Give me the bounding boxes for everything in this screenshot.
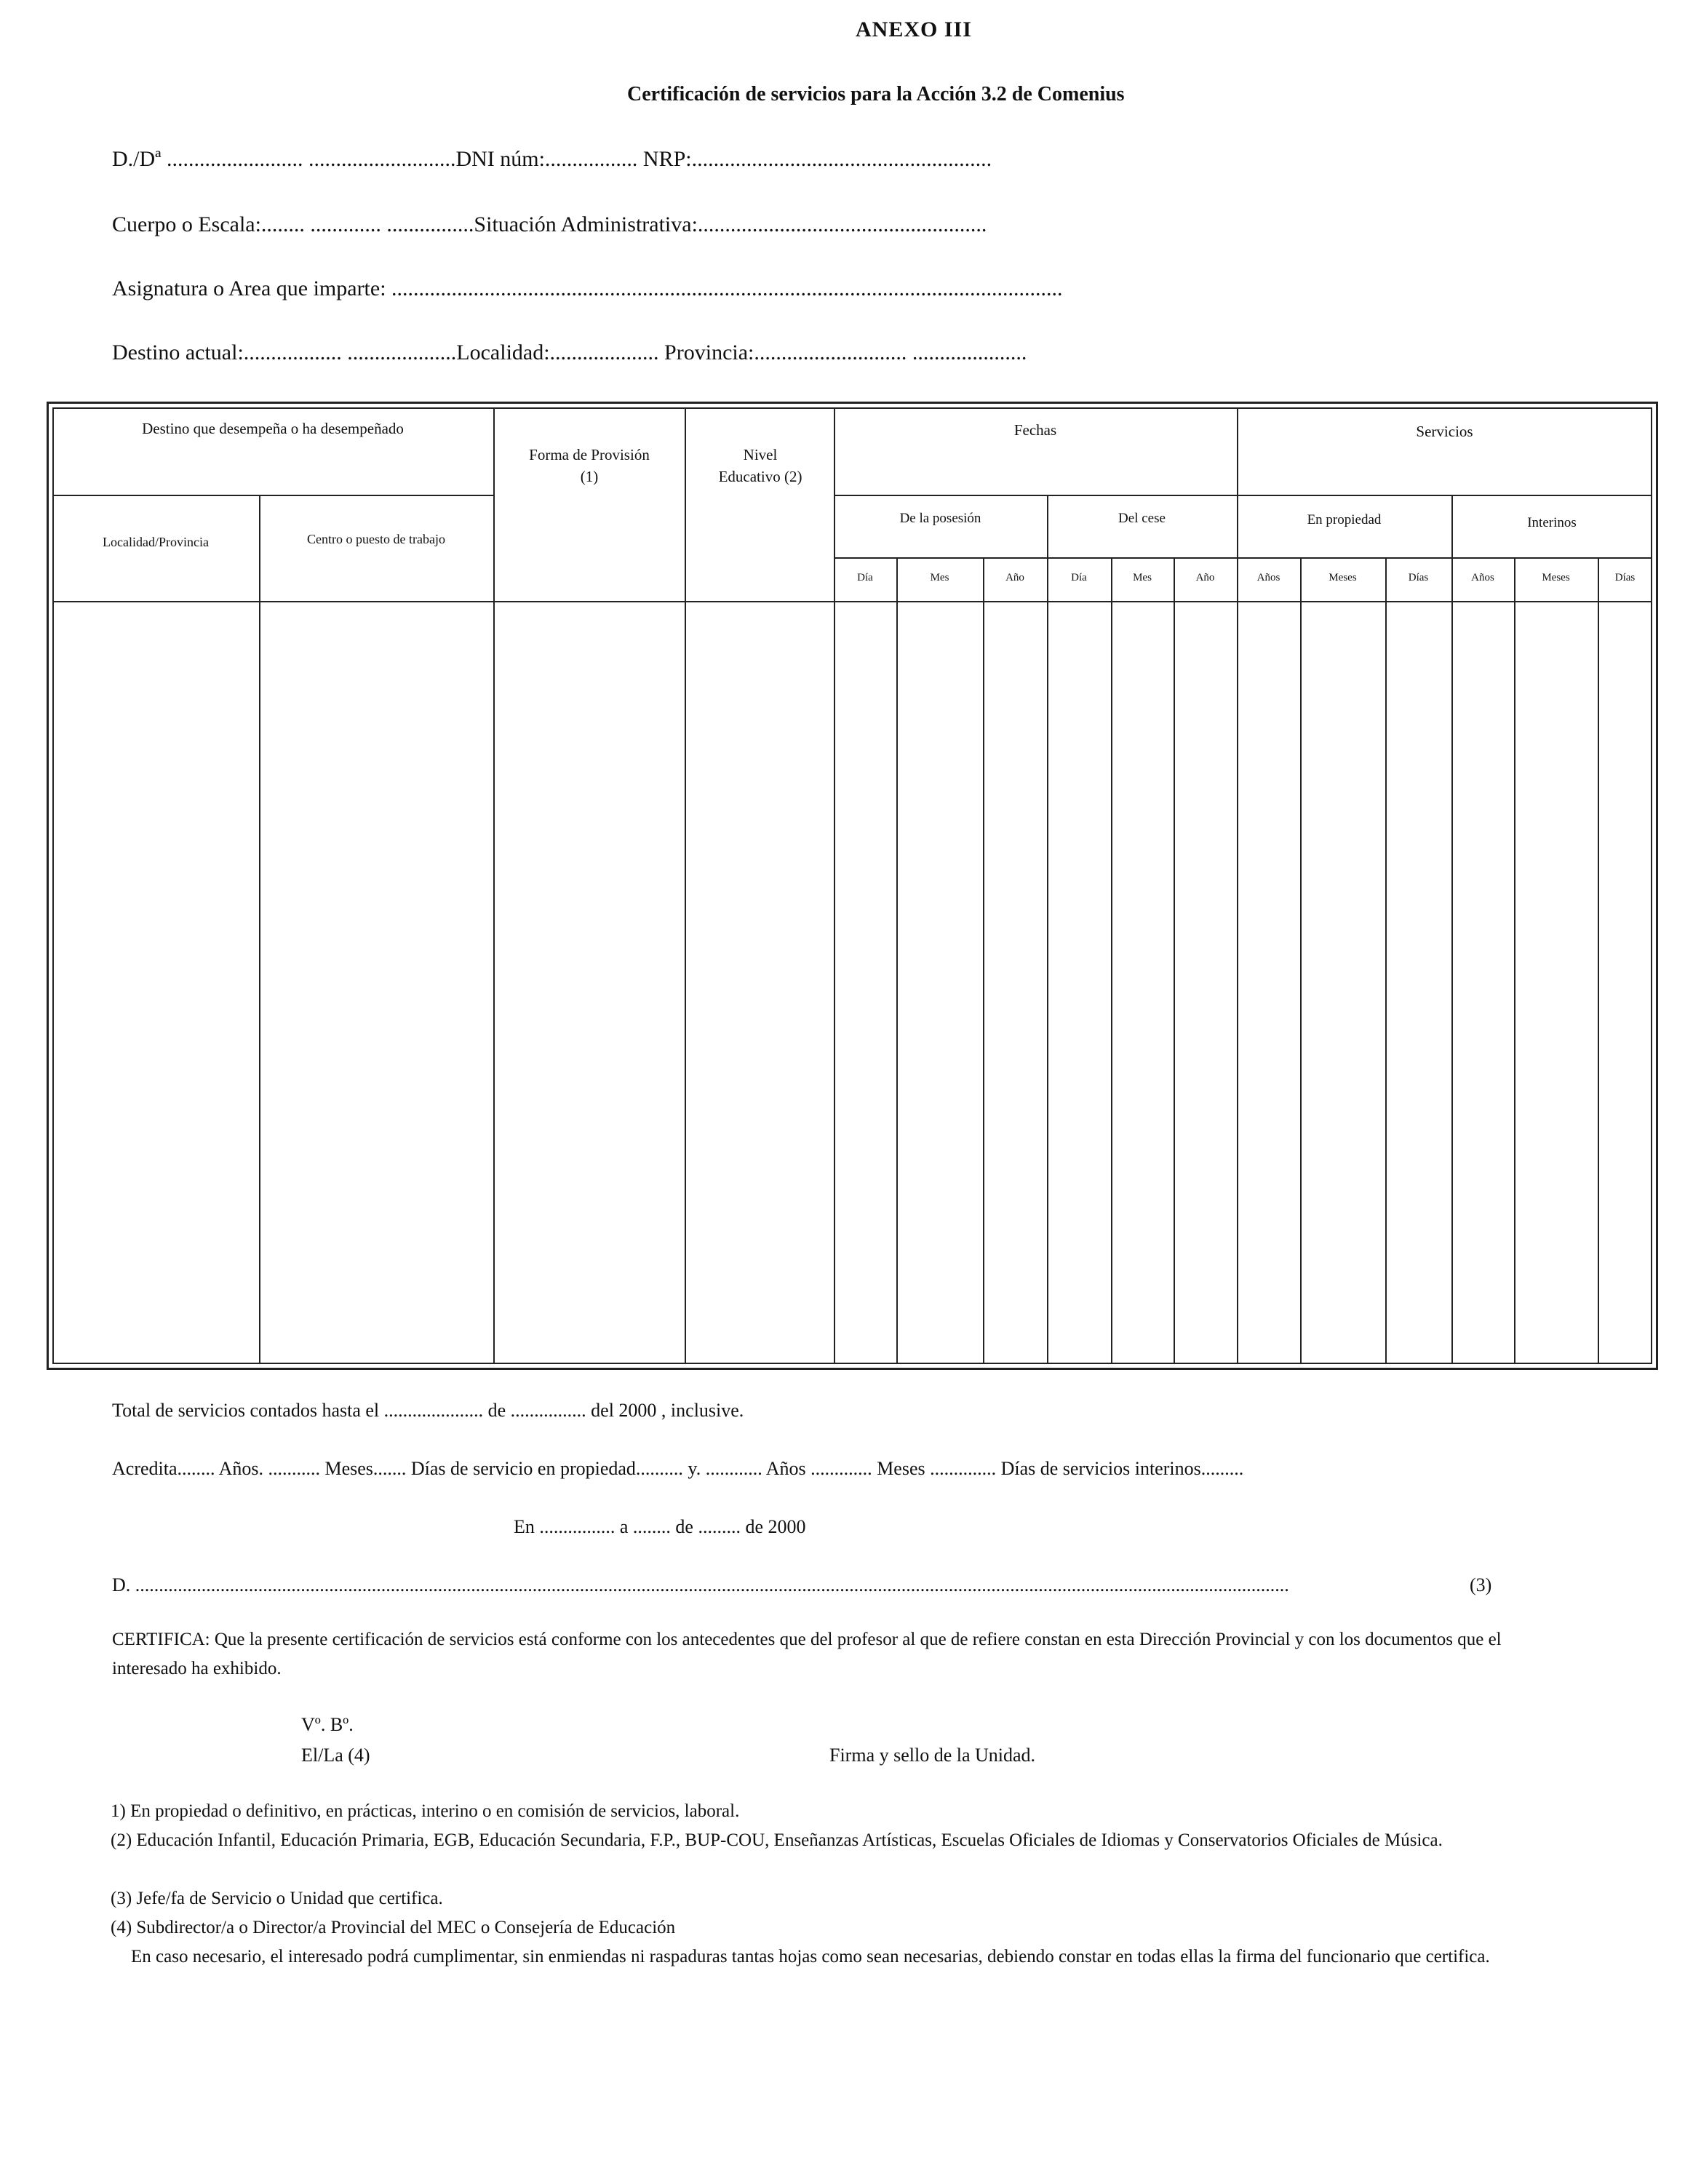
certifica-paragraph: CERTIFICA: Que la presente certificación de servicios está conforme con los antecedentes que del profesor al que de refiere constan en esta Dirección Provincial y con los documentos que el interesado ha exhibido. (112, 1630, 1502, 1678)
ella-label: El/La (4) (301, 1745, 370, 1766)
centro-header: Centro o puesto de trabajo (307, 532, 445, 546)
annex-title: ANEXO III (856, 17, 972, 41)
service-col-header: Años (1256, 572, 1280, 583)
col-divider (1237, 407, 1238, 1364)
row-divider (834, 495, 1652, 496)
date-col-header: Día (1071, 572, 1087, 583)
col-divider (1174, 557, 1175, 1364)
footnote-3: (3) Jefe/fa de Servicio o Unidad que certifica. (111, 1889, 443, 1908)
col-divider (1111, 557, 1112, 1364)
destino-group-header: Destino que desempeña o ha desempeñado (142, 420, 404, 437)
signatory-note: (3) (1470, 1574, 1492, 1595)
col-divider (896, 557, 898, 1364)
acredita-line[interactable]: Acredita........ Años. ........... Meses....... Días de servicio en propiedad.......... y. ............ Años ............. Meses .............. Días de servicios interinos......... (112, 1458, 1244, 1479)
service-col-header: Días (1408, 572, 1429, 583)
signatory-line[interactable]: D. .................................................................................................................................................................................................................................................... (112, 1574, 1289, 1595)
col-divider (1514, 557, 1515, 1364)
col-divider (1300, 557, 1302, 1364)
footnote-2: (2) Educación Infantil, Educación Primaria, EGB, Educación Secundaria, F.P., BUP-COU, Enseñanzas Artísticas, Escuelas Oficiales de Idiomas y Conservatorios Oficiales de Música. (111, 1830, 1443, 1850)
cese-header: Del cese (1118, 511, 1166, 526)
place-date-line[interactable]: En ................ a ........ de ......... de 2000 (514, 1516, 806, 1537)
date-col-header: Mes (1133, 572, 1152, 583)
asignatura-field[interactable]: Asignatura o Area que imparte: ........................................................................................................................... (112, 276, 1063, 300)
col-divider (1385, 557, 1387, 1364)
col-divider (1451, 495, 1453, 1364)
footnote-4: (4) Subdirector/a o Director/a Provincial del MEC o Consejería de Educación (111, 1918, 676, 1937)
name-field[interactable]: D./Dª ......................... ...........................DNI núm:................. NRP:....................................................... (112, 147, 992, 171)
localidad-header: Localidad/Provincia (103, 535, 209, 549)
interinos-header: Interinos (1527, 515, 1577, 530)
date-col-header: Día (857, 572, 873, 583)
row-divider (52, 495, 493, 496)
date-col-header: Año (1195, 572, 1215, 583)
services-table (52, 407, 1652, 1364)
col-divider (834, 407, 835, 1364)
service-col-header: Años (1471, 572, 1494, 583)
col-divider (685, 407, 686, 1364)
nivel-header: Nivel Educativo (2) (718, 446, 802, 485)
closing-note: En caso necesario, el interesado podrá cumplimentar, sin enmiendas ni raspaduras tantas hojas como sean necesarias, debiendo constar en todas ellas la firma del funcionario que certifica. (131, 1947, 1490, 1966)
col-divider (259, 495, 260, 1364)
vobo-label: Vº. Bº. (301, 1714, 354, 1735)
col-divider (1598, 557, 1599, 1364)
propiedad-header: En propiedad (1307, 512, 1382, 527)
footnote-1: 1) En propiedad o definitivo, en prácticas, interino o en comisión de servicios, laboral. (111, 1801, 740, 1821)
fechas-header: Fechas (1013, 421, 1057, 439)
col-divider (1047, 495, 1048, 1364)
service-col-header: Días (1614, 572, 1636, 583)
posesion-header: De la posesión (899, 511, 981, 526)
document-title: Certificación de servicios para la Acción 3.2 de Comenius (627, 83, 1125, 105)
cuerpo-field[interactable]: Cuerpo o Escala:........ ............. ................Situación Administrativa:..................................................... (112, 212, 987, 236)
col-divider (983, 557, 984, 1364)
total-services-line[interactable]: Total de servicios contados hasta el ..................... de ................ del 2000 , inclusive. (112, 1400, 744, 1421)
row-divider (834, 557, 1652, 559)
servicios-header: Servicios (1416, 423, 1473, 440)
service-col-header: Meses (1328, 572, 1357, 583)
header-bottom-divider (52, 601, 1652, 602)
date-col-header: Mes (930, 572, 949, 583)
firma-label: Firma y sello de la Unidad. (829, 1745, 1036, 1766)
date-col-header: Año (1005, 572, 1024, 583)
forma-header: Forma de Provisión (1) (529, 446, 650, 485)
service-col-header: Meses (1542, 572, 1570, 583)
col-divider (493, 407, 495, 1364)
destino-field[interactable]: Destino actual:.................. ....................Localidad:.................... Provincia:............................ ..................... (112, 340, 1027, 364)
